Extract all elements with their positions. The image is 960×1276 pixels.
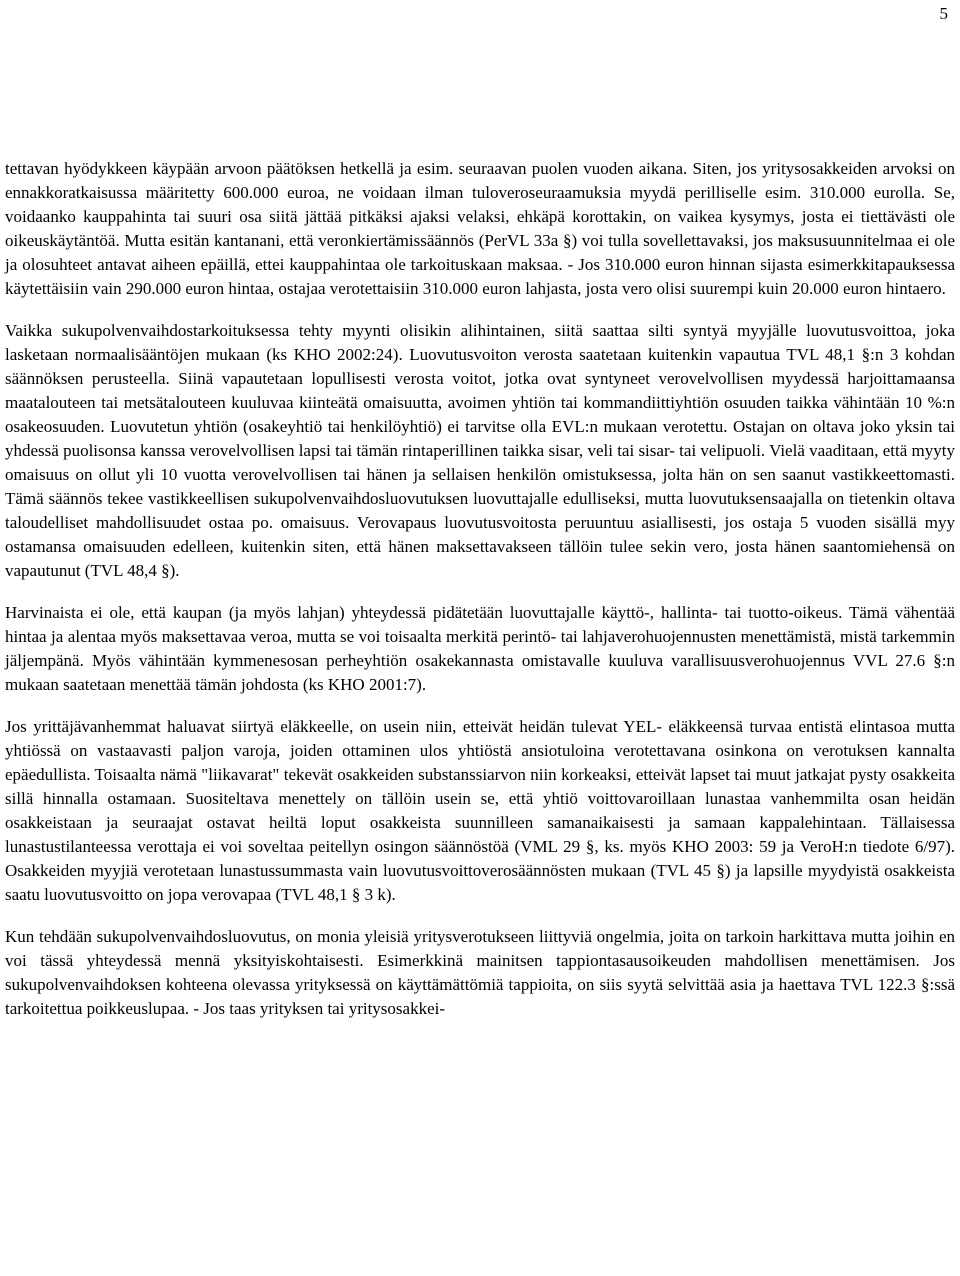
paragraph-4: Jos yrittäjävanhemmat haluavat siirtyä eläkkeelle, on usein niin, etteivät heidän tulevat YEL- eläkkeensä turvaa entistä elintasoa mutta yhtiössä on vastaavasti paljon varoja, joiden ottaminen ulos yhtiöstä ansiotuloina verotettavana osinkona on verotuksen kannalta epäedullista. Toisaalta nämä "liikavarat" tekevät osakkeiden substanssiarvon niin korkeaksi, etteivät lapset tai muut jatkajat pysty osakkeita sillä hinnalla ostamaan. Suositeltava menettely on tällöin usein se, että yhtiö voittovaroillaan lunastaa vanhemmilta osan heidän osakkeistaan ja seuraajat ostavat heiltä loput osakkeista suunnilleen samanaikaisesti ja samaan kappalehintaan. Tällaisessa lunastustilanteessa verottaja ei voi soveltaa peitellyn osingon säännöstöä (VML 29 §, ks. myös KHO 2003: 59 ja VeroH:n tiedote 6/97). Osakkeiden myyjiä verotetaan lunastussummasta vain luovutusvoittoverosäännösten mukaan (TVL 45 §) ja lapsille myydyistä osakkeista saatu luovutusvoitto on jopa verovapaa (TVL 48,1 § 3 k). <box>5 717 955 904</box>
document-body <box>5 157 955 1021</box>
paragraph-1: tettavan hyödykkeen käypään arvoon päätöksen hetkellä ja esim. seuraavan puolen vuoden aikana. Siten, jos yritysosakkeiden arvoksi on ennakkoratkaisussa määritetty 600.000 euroa, ne voidaan ilman tuloveroseuraamuksia myydä perilliselle esim. 310.000 eurolla. Se, voidaanko kauppahinta tai suuri osa siitä jättää pitkäksi ajaksi velaksi, ehkäpä korottakin, on vaikea kysymys, josta ei tiettävästi ole oikeuskäytäntöä. Mutta esitän kantanani, että veronkiertämissäännös (PerVL 33a §) voi tulla sovellettavaksi, jos maksusuunnitelmaa ei ole ja olosuhteet antavat aiheen epäillä, ettei kauppahintaa ole tarkoituskaan maksaa. - Jos 310.000 euron hinnan sijasta esimerkkitapauksessa käytettäisiin vain 290.000 euron hintaa, ostajaa verotettaisiin 310.000 euron lahjasta, josta vero olisi suurempi kuin 20.000 euron hintaero. <box>5 159 955 298</box>
paragraph-5: Kun tehdään sukupolvenvaihdosluovutus, on monia yleisiä yritysverotukseen liittyviä ongelmia, joita on tarkoin harkittava mutta joihin en voi tässä yhteydessä mennä yksityiskohtaisesti. Esimerkkinä mainitsen tappiontasausoikeuden mahdollisen menettämisen. Jos sukupolvenvaihdoksen kohteena olevassa yrityksessä on käyttämättömiä tappioita, on siis syytä selvittää asia ja haettava TVL 122.3 §:ssä tarkoitettua poikkeuslupaa. - Jos taas yrityksen tai yritysosakkei- <box>5 927 955 1018</box>
paragraph-2: Vaikka sukupolvenvaihdostarkoituksessa tehty myynti olisikin alihintainen, siitä saattaa silti syntyä myyjälle luovutusvoittoa, joka lasketaan normaalisääntöjen mukaan (ks KHO 2002:24). Luovutusvoiton verosta saatetaan kuitenkin vapautua TVL 48,1 §:n 3 kohdan säännöksen perusteella. Siinä vapautetaan lopullisesti verosta voitot, jotka ovat syntyneet verovelvollisen myydessä harjoittamaansa maatalouteen tai metsätalouteen kuuluvaa kiinteätä omaisuutta, avoimen yhtiön tai kommandiittiyhtiön osuuden taikka vähintään 10 %:n osakeosuuden. Luovutetun yhtiön (osakeyhtiö tai henkilöyhtiö) ei tarvitse olla EVL:n mukaan verotettu. Ostajan on oltava joko yksin tai yhdessä puolisonsa kanssa verovelvollisen lapsi tai tämän rintaperillinen taikka sisar, veli tai sisar- tai velipuoli. Vielä vaaditaan, että myyty omaisuus on ollut yli 10 vuotta verovelvollisen tai hänen ja sellaisen henkilön omistuksessa, jolta hän on sen saanut vastikkeettomasti. Tämä säännös tekee vastikkeellisen sukupolvenvaihdosluovutuksen luovuttajalle edulliseksi, mutta luovutuksensaajalla on tietenkin oltava taloudelliset mahdollisuudet ostaa po. omaisuus. Verovapaus luovutusvoitosta peruuntuu asiallisesti, jos ostaja 5 vuoden sisällä myy ostamansa omaisuuden edelleen, kuitenkin siten, että hänen maksettavakseen tällöin tulee sekin vero, josta hänen saantomiehensä on vapautunut (TVL 48,4 §). <box>5 321 955 580</box>
page-number: 5 <box>939 4 948 23</box>
paragraph-3: Harvinaista ei ole, että kaupan (ja myös lahjan) yhteydessä pidätetään luovuttajalle käyttö-, hallinta- tai tuotto-oikeus. Tämä vähentää hintaa ja alentaa myös maksettavaa veroa, mutta se voi toisaalta merkitä perintö- tai lahjaverohuojennusten menettämistä, mistä tarkemmin jäljempänä. Myös vähintään kymmenesosan perheyhtiön osakekannasta omistavalle kuuluva varallisuusverohuojennus VVL 27.6 §:n mukaan saatetaan menettää tämän johdosta (ks KHO 2001:7). <box>5 603 955 694</box>
